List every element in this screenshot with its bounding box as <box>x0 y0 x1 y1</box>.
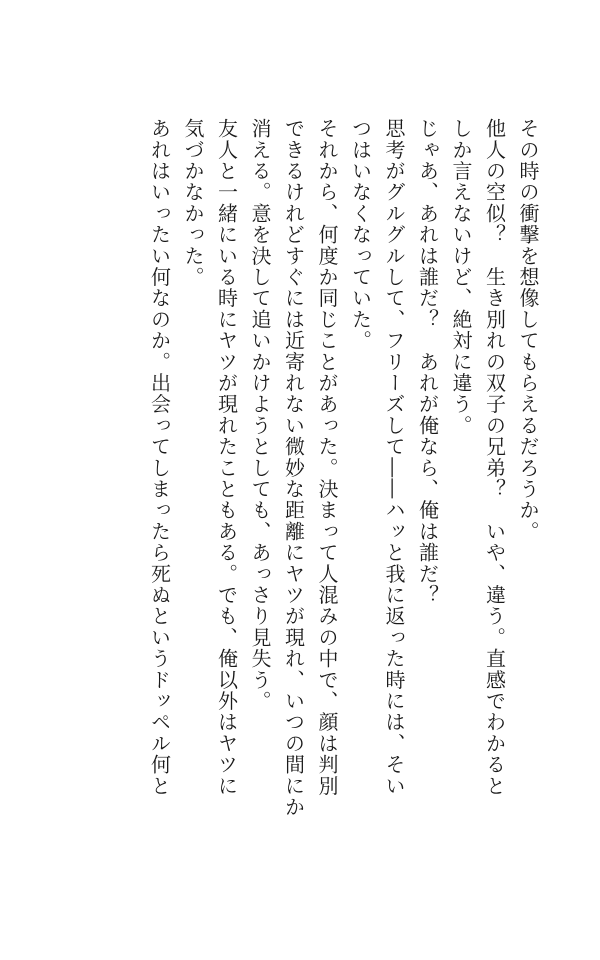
text-line-1: その時の衝撃を想像してもらえるだろうか。 <box>516 118 540 542</box>
text-line-7: それから、何度か同じことがあった。決まって人混みの中で、顔は判別 <box>315 118 339 797</box>
text-line-12: あれはいったい何なのか。出会ってしまったら死ぬというドッペル何と <box>147 118 172 797</box>
text-line-2: 他人の空似？ 生き別れの双子の兄弟？ いや、違う。直感でわかると <box>482 118 507 797</box>
text-line-4: じゃあ、あれは誰だ？ あれが俺なら、俺は誰だ？ <box>415 118 440 606</box>
text-line-10: 友人と一緒にいる時にヤツが現れたこともある。でも、俺以外はヤツに <box>214 118 239 797</box>
text-line-3: しか言えないけど、絶対に違う。 <box>449 118 473 436</box>
text-line-6: つはいなくなっていた。 <box>348 118 373 352</box>
text-line-8: できるけれどすぐには近寄れない微妙な距離にヤツが現れ、いつの間にか <box>281 118 306 818</box>
vertical-text-body <box>142 118 544 898</box>
text-line-9: 消える。意を決して追いかけようとしても、あっさり見失う。 <box>248 118 272 712</box>
text-line-5: 思考がグルグルして、フリーズして――ハッと我に返った時には、そい <box>382 118 406 797</box>
text-line-11: 気づかなかった。 <box>181 118 205 288</box>
